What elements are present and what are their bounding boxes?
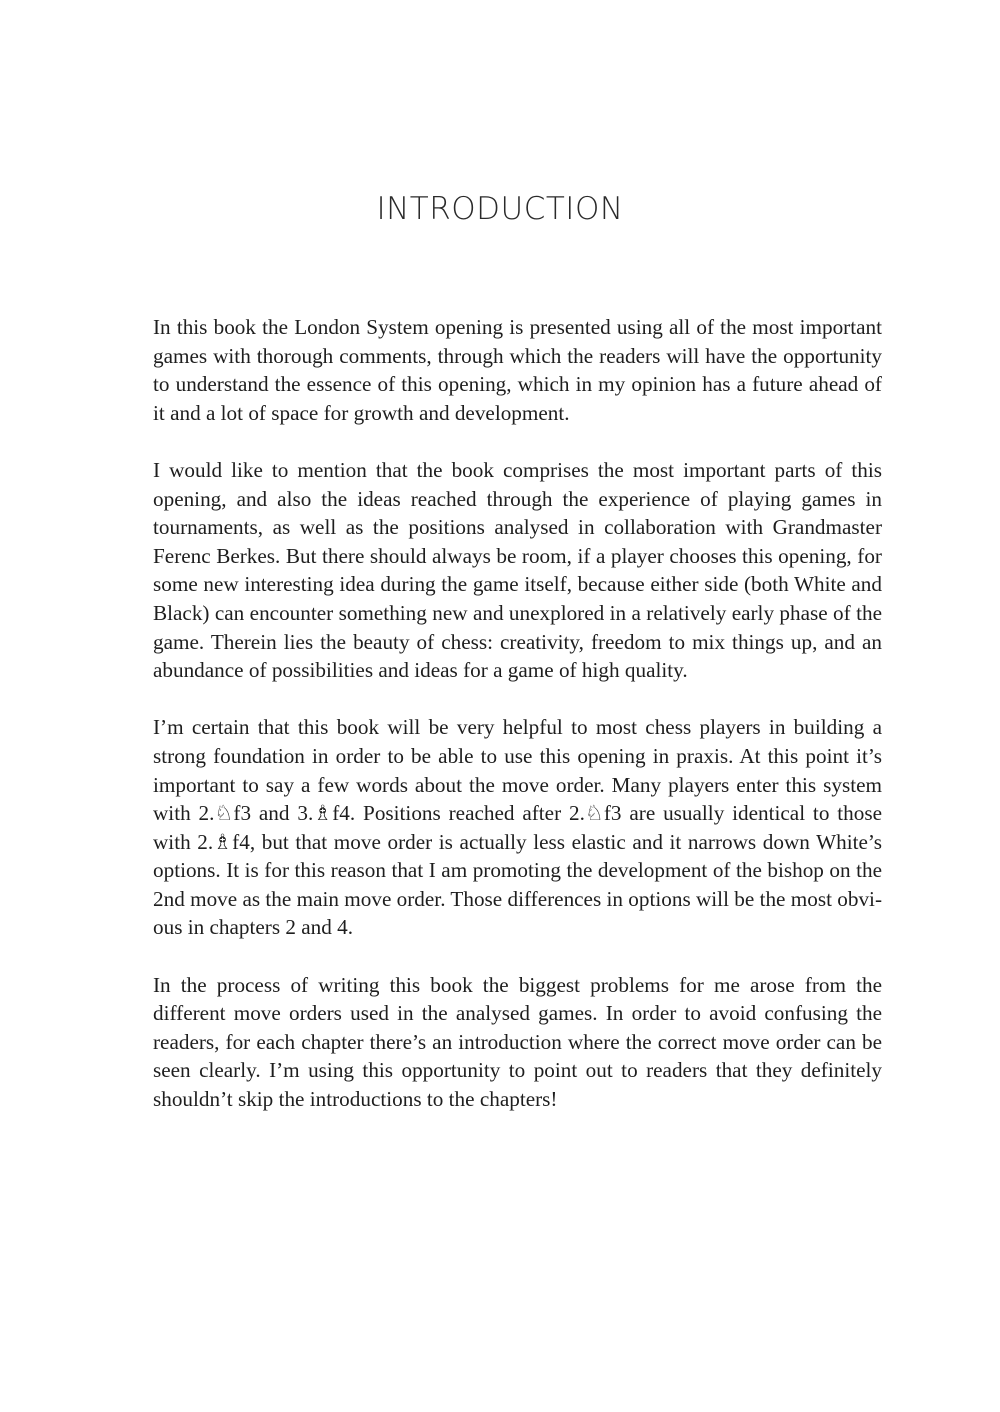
chapter-title: INTRODUCTION xyxy=(376,191,624,227)
paragraph-4: In the process of writing this book the biggest problems for me arose from the different move orders used in the analysed games. In order to avoid confusing the readers, for each chapter there’s an introduction where the correct move order can be seen clearly. I’m using this opportunity to point out to readers that they definitely shouldn’t skip the introductions to the chapters! xyxy=(153,972,882,1112)
paragraph-2: I would like to mention that the book comprises the most important parts of this opening, and also the ideas reached through the experience of playing games in tournaments, as well as the positions analysed in collaboration with Grandmaster Ferenc Berkes. But there should always be room, if a player chooses this opening, for some new interesting idea during the game itself, because either side (both White and Black) can encounter something new and unexplored in a relatively early phase of the game. Therein lies the beauty of chess: creativity, freedom to mix things up, and an abundance of possibilities and ideas for a game of high quality. xyxy=(153,457,882,683)
paragraph-1: In this book the London System opening is presented using all of the most important games with thorough comments, through which the readers will have the opportunity to understand the essence of this opening, which in my opinion has a future ahead of it and a lot of space for growth and development. xyxy=(153,315,882,425)
paragraph-3: I’m certain that this book will be very helpful to most chess players in building a strong foundation in order to be able to use this opening in praxis. At this point it’s important to say a few words about the move order. Many players enter this system with 2.♘f3 and 3.♗f4. Positions reached after 2.♘f3 are usually identical to those with 2.♗f4, but that move order is actually less elastic and it narrows down White’s options. It is for this reason that I am promoting the development of the bishop on the 2nd move as the main move order. Those differences in options will be the most obvious in chapters 2 and 4. xyxy=(153,715,882,940)
introduction-body xyxy=(153,313,882,1114)
